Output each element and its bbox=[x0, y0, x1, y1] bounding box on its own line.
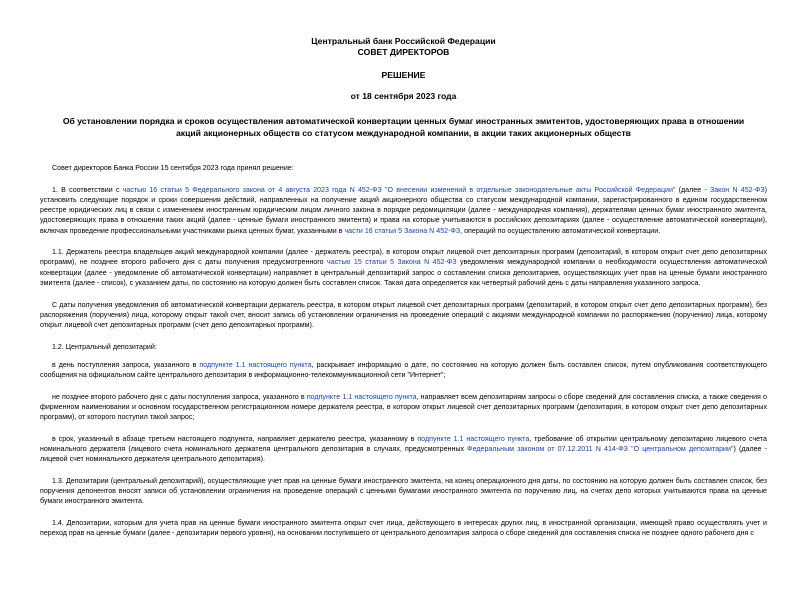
paragraph-1-1 bbox=[40, 247, 767, 288]
paragraph-text: , раскрывает информацию о дате, по состоянию на которую должен быть составлен список, путем опубликования соответствующего сообщения на официальном сайте центрального депозитария в информационно-телекоммуникационной сети "Интернет"; bbox=[40, 360, 767, 380]
law-452-part16-link[interactable]: частью 16 статьи 5 Федерального закона от 4 августа 2023 года N 452-ФЗ "О внесении изменений в отдельные законодательные акты Российской Федерации" bbox=[122, 185, 676, 194]
paragraph-text: (далее - bbox=[675, 185, 710, 194]
law-452-part16-short-link[interactable]: части 16 статьи 5 Закона N 452-ФЗ bbox=[344, 226, 461, 235]
law-452-link[interactable]: Закон N 452-ФЗ bbox=[709, 185, 765, 194]
paragraph-text: ) (далее - лицевой счет номинального держателя центрального депозитария). bbox=[40, 445, 767, 464]
paragraph-text: , направляет всем депозитариям запросы о сборе сведений для составления списка, а также сведения о фирменном наименовании и основном государственном регистрационном номере держателя реестра, в котором открыт лицевой счет депозитарных программ (депозитария, в котором открыт счет депо депозитарных программ), от которого поступил такой запрос; bbox=[40, 392, 767, 422]
decision-heading: РЕШЕНИЕ bbox=[381, 70, 426, 80]
subpoint-1-1-link[interactable]: подпункте 1.1 настоящего пункта bbox=[417, 434, 530, 443]
subpoint-1-1-link[interactable]: подпункте 1.1 настоящего пункта bbox=[306, 392, 417, 401]
paragraph-text: 1. В соответствии с bbox=[52, 185, 123, 194]
document-page bbox=[0, 36, 807, 607]
law-452-part15-link[interactable]: частью 15 статьи 5 Закона N 452-ФЗ bbox=[327, 258, 457, 267]
law-414-link[interactable]: Федеральным законом от 07.12.2011 N 414-ФЗ "О центральном депозитарии" bbox=[467, 445, 734, 454]
paragraph-1-2: 1.2. Центральный депозитарий: bbox=[52, 342, 157, 351]
subpoint-1-1-link[interactable]: подпункте 1.1 настоящего пункта bbox=[199, 360, 312, 369]
paragraph-intro: Совет директоров Банка России 15 сентября 2023 года принял решение: bbox=[52, 164, 294, 172]
paragraph-text: не позднее второго рабочего дня с даты поступления запроса, указанного в bbox=[52, 392, 307, 401]
paragraph-text: 1.1. Держатель реестра владельцев акций международной компании (далее - держатель реестра), в котором открыт лицевой счет депозитарных программ (депозитарий, в котором открыт счет депо депозитарных программ), не позднее второго рабочего дня с даты получения предусмотренного bbox=[40, 248, 767, 267]
paragraph-1-2-c bbox=[40, 434, 767, 465]
paragraph-text: , требование об открытии центральному депозитарию лицевого счета номинального держателя (лицевого счета номинального держателя центрального депозитария в случаях, предусмотренных bbox=[40, 434, 767, 454]
paragraph-1-2-b bbox=[40, 392, 767, 423]
org-name: Центральный банк Российской Федерации bbox=[311, 36, 496, 46]
paragraph-1-2-a bbox=[40, 360, 767, 380]
paragraph-1-3: 1.3. Депозитарии (центральный депозитарий), осуществляющие учет прав на ценные бумаги иностранного эмитента, на конец операционного дня даты, по состоянию на которую должен быть составлен список, без поручения депонентов вносят записи об установлении ограничения на проведение операций с ценными бумагами иностранного эмитента по поручению лиц, на счетах депо которых учитываются права на ценные бумаги иностранного эмитента. bbox=[40, 476, 767, 506]
paragraph-1-4: 1.4. Депозитарии, которым для учета прав на ценные бумаги иностранного эмитента открыт счет лица, действующего в интересах других лиц, в иностранной организации, имеющей право осуществлять учет и переход прав на ценные бумаги (далее - депозитарии первого уровня), на основании поступившего от центрального депозитария запроса о сборе сведений для составления списка не позднее одного рабочего дня с bbox=[40, 519, 767, 538]
paragraph-1-1-restriction: С даты получения уведомления об автоматической конвертации держатель реестра, в котором открыт лицевой счет депозитарных программ (депозитарий, в котором открыт счет депо депозитарных программ), без распоряжения (поручения) лица, которому открыт такой счет, вносит запись об установлении ограничения на проведение операций с акциями международной компании по распоряжению (поручению) лица, которому открыт лицевой счет депозитарных программ (счет депо депозитарных программ). bbox=[40, 300, 767, 329]
paragraph-text: в день поступления запроса, указанного в bbox=[52, 360, 200, 369]
paragraph-text: ) установить следующие порядок и сроки совершения действий, направленных на получение акций акционерного общества со статусом международной компании, зарегистрированного в едином государственном реестре юридических лиц в связи с изменением иностранным юридическим лицом личного закона в порядке редомициляции (далее - международная компания), держателями ценных бумаг иностранного эмитента, удостоверяющих права в отношении таких акций (далее - ценные бумаги иностранного эмитента) и права на которые учитываются в российских депозитариях (далее - осуществление автоматической конвертации), включая проведение профессиональными участниками рынка ценных бумаг, указанными в bbox=[40, 185, 768, 235]
paragraph-text: , операций по осуществлению автоматической конвертации. bbox=[460, 226, 661, 235]
paragraph-1 bbox=[40, 185, 767, 236]
decision-date: от 18 сентября 2023 года bbox=[350, 91, 457, 101]
document-body bbox=[40, 163, 767, 538]
council-name: СОВЕТ ДИРЕКТОРОВ bbox=[357, 47, 450, 57]
paragraph-text: уведомления международной компании о необходимости осуществления автоматической конвертации (далее - уведомление об автоматической конвертации) направляет в центральный депозитарий запрос о составлении списка депозитариев, осуществляющих учет прав на ценные бумаги иностранного эмитента (далее - список), с указанием даты, по состоянию на которую должен быть составлен список. Такая дата определяется как четвертый рабочий день с даты направления указанного запроса. bbox=[40, 258, 768, 287]
document-title: Об установлении порядка и сроков осуществления автоматической конвертации ценных бумаг иностранных эмитентов, удостоверяющих права в отношении акций акционерных обществ со статусом международной компании, в акции таких акционерных обществ bbox=[62, 116, 745, 138]
paragraph-text: в срок, указанный в абзаце третьем настоящего подпункта, направляет держателю реестра, указанному в bbox=[52, 434, 418, 443]
